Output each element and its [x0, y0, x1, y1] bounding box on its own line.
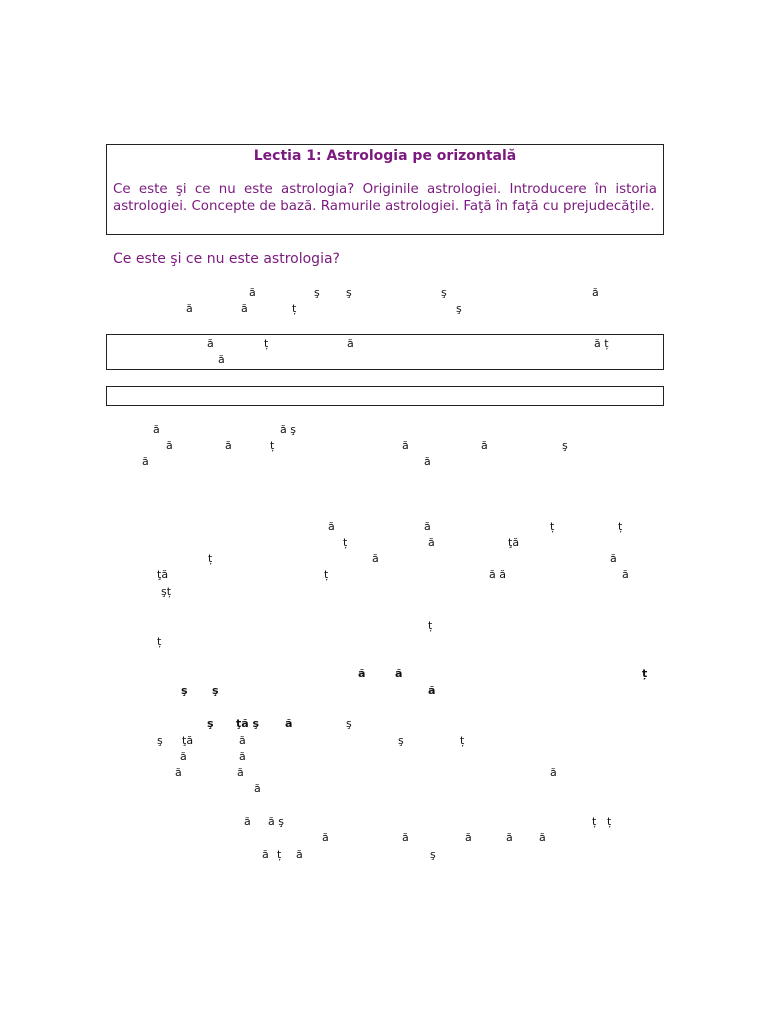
text-fragment: ă [237, 766, 244, 779]
text-fragment: ţă [508, 536, 520, 549]
text-fragment: ă [218, 353, 225, 366]
text-fragment: ş [456, 302, 462, 315]
text-fragment: ă [254, 782, 261, 795]
text-fragment: ț [460, 734, 465, 747]
text-fragment: ă [244, 815, 251, 828]
text-fragment: ț [292, 302, 297, 315]
text-fragment: ă [402, 439, 409, 452]
text-fragment: ă ş [268, 815, 284, 828]
text-fragment: ț [270, 439, 275, 452]
text-fragment: ț [343, 536, 348, 549]
text-fragment: ț [642, 667, 648, 680]
text-fragment: şț [161, 585, 172, 598]
text-fragment: ă ă [489, 568, 506, 581]
text-fragment: ă [539, 831, 546, 844]
text-fragment: ț [607, 815, 612, 828]
text-fragment: ă [465, 831, 472, 844]
text-fragment: ş [346, 717, 352, 730]
text-fragment: ţă ş [236, 717, 260, 730]
text-fragment: ă [239, 750, 246, 763]
text-fragment: ă [322, 831, 329, 844]
text-fragment: ț [277, 848, 282, 861]
text-fragment: ț [550, 520, 555, 533]
quote-box [106, 334, 664, 370]
text-fragment: ş [346, 286, 352, 299]
text-fragment: ă [610, 552, 617, 565]
text-fragment: ş [212, 684, 219, 697]
text-fragment: ş [398, 734, 404, 747]
text-fragment: ă [622, 568, 629, 581]
text-fragment: ă [428, 684, 436, 697]
text-fragment: ț [208, 552, 213, 565]
text-fragment: ă [506, 831, 513, 844]
text-fragment: ă [175, 766, 182, 779]
text-fragment: ț [618, 520, 623, 533]
text-fragment: ş [562, 439, 568, 452]
text-fragment: ă [481, 439, 488, 452]
text-fragment: ă [296, 848, 303, 861]
text-fragment: ț [428, 619, 433, 632]
text-fragment: ă [166, 439, 173, 452]
text-fragment: ă [180, 750, 187, 763]
empty-box [106, 386, 664, 406]
text-fragment: ă [395, 667, 403, 680]
lesson-intro: Ce este şi ce nu este astrologia? Originile astrologiei. Introducere în istoria astrologiei. Concepte de bază. Ramurile astrologiei. Faţă în faţă cu prejudecăţile. [113, 182, 657, 214]
text-fragment: ț [157, 635, 162, 648]
text-fragment: ă [142, 455, 149, 468]
text-fragment: ă [249, 286, 256, 299]
text-fragment: ă ş [280, 423, 296, 436]
text-fragment: ă [372, 552, 379, 565]
text-fragment: ț [592, 815, 597, 828]
text-fragment: ă [207, 337, 214, 350]
text-fragment: ă [262, 848, 269, 861]
text-fragment: ă [285, 717, 293, 730]
text-fragment: ş [430, 848, 436, 861]
text-fragment: ţă [182, 734, 194, 747]
text-fragment: ă [225, 439, 232, 452]
text-fragment: ş [314, 286, 320, 299]
text-fragment: ă ț [594, 337, 609, 350]
text-fragment: ă [592, 286, 599, 299]
text-fragment: ă [241, 302, 248, 315]
lesson-title: Lectia 1: Astrologia pe orizontală [253, 148, 517, 164]
text-fragment: ă [328, 520, 335, 533]
text-fragment: ţă [157, 568, 169, 581]
lesson-header-box [106, 144, 664, 235]
text-fragment: ş [441, 286, 447, 299]
text-fragment: ă [239, 734, 246, 747]
text-fragment: ț [324, 568, 329, 581]
text-fragment: ă [428, 536, 435, 549]
text-fragment: ă [153, 423, 160, 436]
text-fragment: ă [347, 337, 354, 350]
text-fragment: ă [424, 455, 431, 468]
text-fragment: ă [424, 520, 431, 533]
text-fragment: ş [181, 684, 188, 697]
text-fragment: ă [550, 766, 557, 779]
section-heading: Ce este şi ce nu este astrologia? [113, 251, 340, 267]
text-fragment: ă [358, 667, 366, 680]
text-fragment: ş [207, 717, 214, 730]
text-fragment: ă [186, 302, 193, 315]
text-fragment: ă [402, 831, 409, 844]
text-fragment: ş [157, 734, 163, 747]
text-fragment: ț [264, 337, 269, 350]
